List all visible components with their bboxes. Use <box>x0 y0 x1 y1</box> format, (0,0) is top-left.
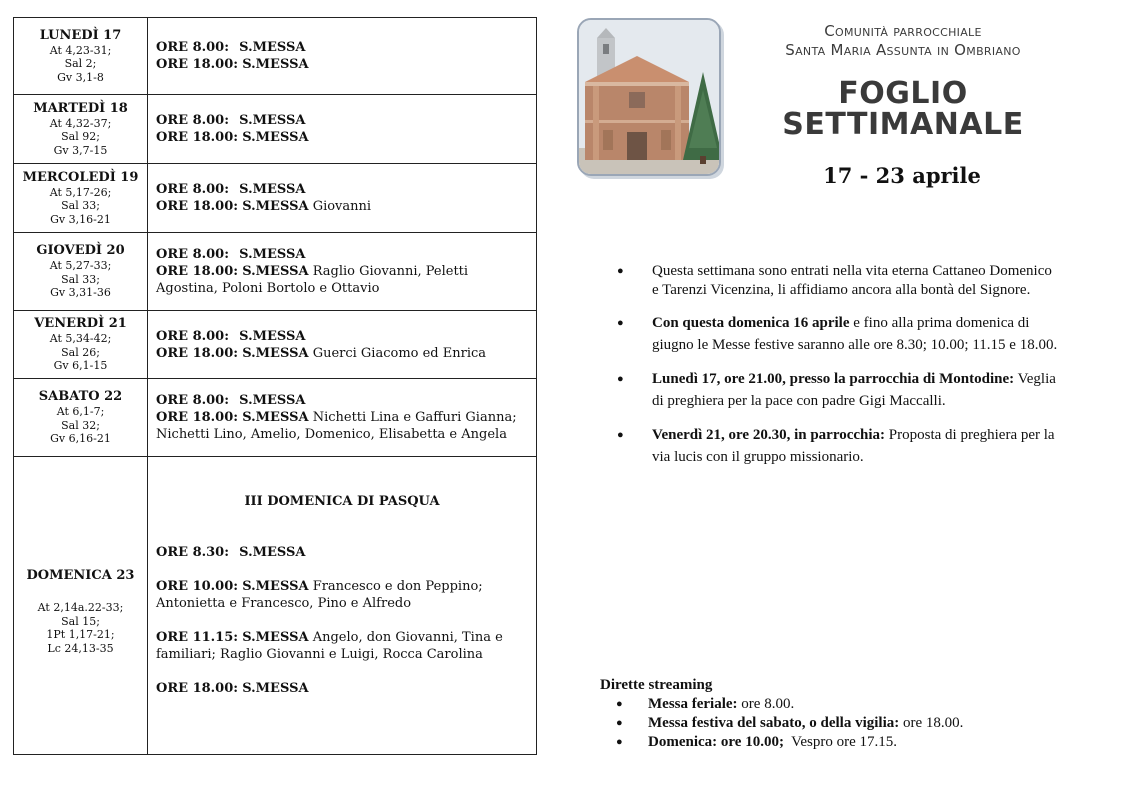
mass-label: S.MESSA <box>239 113 306 128</box>
day-name: VENERDÌ 21 <box>34 316 127 332</box>
streaming-bold: Messa feriale: <box>648 696 738 712</box>
reading: Gv 3,1-8 <box>57 70 104 84</box>
mass-label: S.MESSA <box>239 40 306 55</box>
reading: Gv 6,16-21 <box>50 432 111 446</box>
reading: 1Pt 1,17-21; <box>46 628 115 641</box>
notice-bold: Con questa domenica 16 aprile <box>652 315 850 331</box>
day-row <box>14 164 537 233</box>
streaming-section <box>600 676 1070 752</box>
mass-cell <box>148 164 537 233</box>
mass-line <box>156 198 528 215</box>
mass-label: S.MESSA <box>242 630 309 645</box>
mass-line <box>156 181 528 198</box>
mass-label: S.MESSA <box>242 199 309 214</box>
mass-time: ORE 8.00: <box>156 247 230 262</box>
day-cell <box>14 311 148 379</box>
mass-label: S.MESSA <box>242 57 309 72</box>
streaming-title: Dirette streaming <box>600 677 713 693</box>
notice-text: e fino alla prima domenica di giugno le Messe festive saranno alle ore 8.30; 10.00; 11.15 e 18.00. <box>652 315 1058 353</box>
mass-time: ORE 8.00: <box>156 113 230 128</box>
mass-time: ORE 18.00: <box>156 57 239 72</box>
mass-line <box>156 680 528 697</box>
mass-line <box>156 392 528 409</box>
mass-label: S.MESSA <box>242 345 309 361</box>
reading: Sal 32; <box>61 418 100 432</box>
mass-cell <box>148 18 537 95</box>
mass-label: S.MESSA <box>239 182 306 197</box>
week-dates: 17 - 23 aprile <box>823 163 981 188</box>
streaming-item <box>600 733 1070 752</box>
mass-cell <box>148 311 537 379</box>
community-name <box>735 22 1071 60</box>
day-name: MERCOLEDÌ 19 <box>22 169 139 185</box>
reading: At 4,23-31; <box>49 43 112 57</box>
community-line: Comunità parrocchiale <box>824 22 982 40</box>
mass-label: S.MESSA <box>242 410 309 425</box>
day-row <box>14 379 537 457</box>
streaming-text: Vespro ore 17.15. <box>783 734 897 750</box>
mass-time: ORE 18.00: <box>156 345 239 361</box>
day-cell <box>14 457 148 755</box>
reading: At 5,17-26; <box>49 185 112 199</box>
mass-intention: Nichetti Lina e Gaffuri Gianna; Nichetti Lino, Amelio, Domenico, Elisabetta e Angela <box>156 410 517 442</box>
day-row <box>14 233 537 311</box>
notice-item <box>612 368 1060 412</box>
day-cell <box>14 379 148 457</box>
mass-label: S.MESSA <box>242 579 309 594</box>
feast-title: III DOMENICA DI PASQUA <box>244 494 440 509</box>
day-name: DOMENICA 23 <box>26 568 135 583</box>
mass-cell <box>148 95 537 164</box>
header <box>735 22 1071 140</box>
mass-label: S.MESSA <box>242 264 309 279</box>
mass-line <box>156 263 528 297</box>
mass-time: ORE 8.00: <box>156 40 230 55</box>
day-row <box>14 95 537 164</box>
day-cell <box>14 164 148 233</box>
mass-time: ORE 18.00: <box>156 681 239 696</box>
day-cell <box>14 95 148 164</box>
notice-item <box>612 424 1060 468</box>
streaming-item <box>600 695 1070 714</box>
mass-time: ORE 18.00: <box>156 130 239 145</box>
mass-label: S.MESSA <box>239 545 306 560</box>
title-line: SETTIMANALE <box>782 107 1024 142</box>
notice-item <box>612 312 1060 356</box>
reading: Lc 24,13-35 <box>47 641 114 655</box>
streaming-bold: Domenica: ore 10.00; <box>648 734 784 750</box>
day-row <box>14 18 537 95</box>
mass-line <box>156 578 528 612</box>
mass-time: ORE 8.00: <box>156 182 230 197</box>
mass-line <box>156 246 528 263</box>
mass-label: S.MESSA <box>239 393 306 408</box>
community-line: Santa Maria Assunta in Ombriano <box>785 41 1021 59</box>
reading: Sal 33; <box>61 272 100 286</box>
notice-bold: Lunedì 17, ore 21.00, presso la parrocchia di Montodine: <box>652 371 1015 387</box>
mass-line <box>156 56 528 73</box>
notice-item <box>612 262 1060 300</box>
mass-label: S.MESSA <box>242 681 309 696</box>
mass-line <box>156 629 528 663</box>
day-name: LUNEDÌ 17 <box>39 27 122 43</box>
mass-time: ORE 11.15: <box>156 630 239 645</box>
mass-line <box>156 544 528 561</box>
mass-time: ORE 8.00: <box>156 393 230 408</box>
reading: At 5,34-42; <box>49 332 112 346</box>
mass-line <box>156 129 528 146</box>
day-name: SABATO 22 <box>38 389 123 405</box>
streaming-list <box>600 695 1070 752</box>
reading: At 4,32-37; <box>49 116 112 130</box>
reading: Gv 3,31-36 <box>50 286 111 300</box>
day-cell <box>14 18 148 95</box>
mass-intention: Raglio Giovanni, Peletti Agostina, Poloni Bortolo e Ottavio <box>156 264 469 296</box>
mass-cell <box>148 379 537 457</box>
notice-text: Proposta di preghiera per la via lucis con il gruppo missionario. <box>652 427 1055 465</box>
reading: Sal 26; <box>61 345 100 359</box>
day-row <box>14 457 537 755</box>
mass-time: ORE 10.00: <box>156 579 239 594</box>
mass-line <box>156 409 528 443</box>
mass-time: ORE 18.00: <box>156 199 239 214</box>
day-name: GIOVEDÌ 20 <box>36 243 125 259</box>
mass-cell <box>148 457 537 755</box>
reading: Sal 15; <box>61 614 100 628</box>
reading: Gv 6,1-15 <box>53 359 108 373</box>
reading: At 2,14a.22-33; <box>37 601 124 614</box>
streaming-text: ore 8.00. <box>737 696 795 712</box>
mass-label: S.MESSA <box>239 328 306 344</box>
mass-line <box>156 345 528 362</box>
church-photo <box>577 18 721 176</box>
notice-bold: Venerdì 21, ore 20.30, in parrocchia: <box>652 427 886 443</box>
mass-line <box>156 39 528 56</box>
mass-label: S.MESSA <box>242 130 309 145</box>
mass-time: ORE 18.00: <box>156 264 239 279</box>
mass-time: ORE 18.00: <box>156 410 239 425</box>
reading: Sal 33; <box>61 199 100 213</box>
church-illustration <box>579 20 721 176</box>
page-title <box>735 78 1071 140</box>
mass-schedule-table <box>13 17 537 755</box>
reading: Gv 3,16-21 <box>50 212 111 226</box>
day-cell <box>14 233 148 311</box>
mass-label: S.MESSA <box>239 247 306 262</box>
reading: At 6,1-7; <box>56 405 105 419</box>
streaming-item <box>600 714 1070 733</box>
mass-line <box>156 328 528 345</box>
reading: Sal 92; <box>61 130 100 144</box>
mass-intention: Francesco e don Peppino; Antonietta e Francesco, Pino e Alfredo <box>156 579 483 611</box>
mass-time: ORE 8.30: <box>156 545 230 560</box>
mass-intention: Giovanni <box>312 199 372 214</box>
title-line: FOGLIO <box>838 76 968 111</box>
mass-intention: Angelo, don Giovanni, Tina e familiari; Raglio Giovanni e Luigi, Rocca Carolina <box>156 630 503 662</box>
notice-text: Questa settimana sono entrati nella vita eterna Cattaneo Domenico e Tarenzi Vicenzina, li affidiamo ancora alla bontà del Signore. <box>652 263 1052 298</box>
mass-line <box>156 112 528 129</box>
day-row <box>14 311 537 379</box>
reading: At 5,27-33; <box>49 259 112 273</box>
reading: Gv 3,7-15 <box>53 143 108 157</box>
notices-list <box>612 262 1060 480</box>
mass-cell <box>148 233 537 311</box>
mass-time: ORE 8.00: <box>156 328 230 344</box>
mass-intention: Guerci Giacomo ed Enrica <box>312 345 487 361</box>
notice-text: Veglia di preghiera per la pace con padre Gigi Maccalli. <box>652 371 1056 409</box>
reading: Sal 2; <box>64 57 97 71</box>
streaming-bold: Messa festiva del sabato, o della vigilia: <box>648 715 900 731</box>
streaming-text: ore 18.00. <box>899 715 964 731</box>
day-name: MARTEDÌ 18 <box>33 100 128 116</box>
